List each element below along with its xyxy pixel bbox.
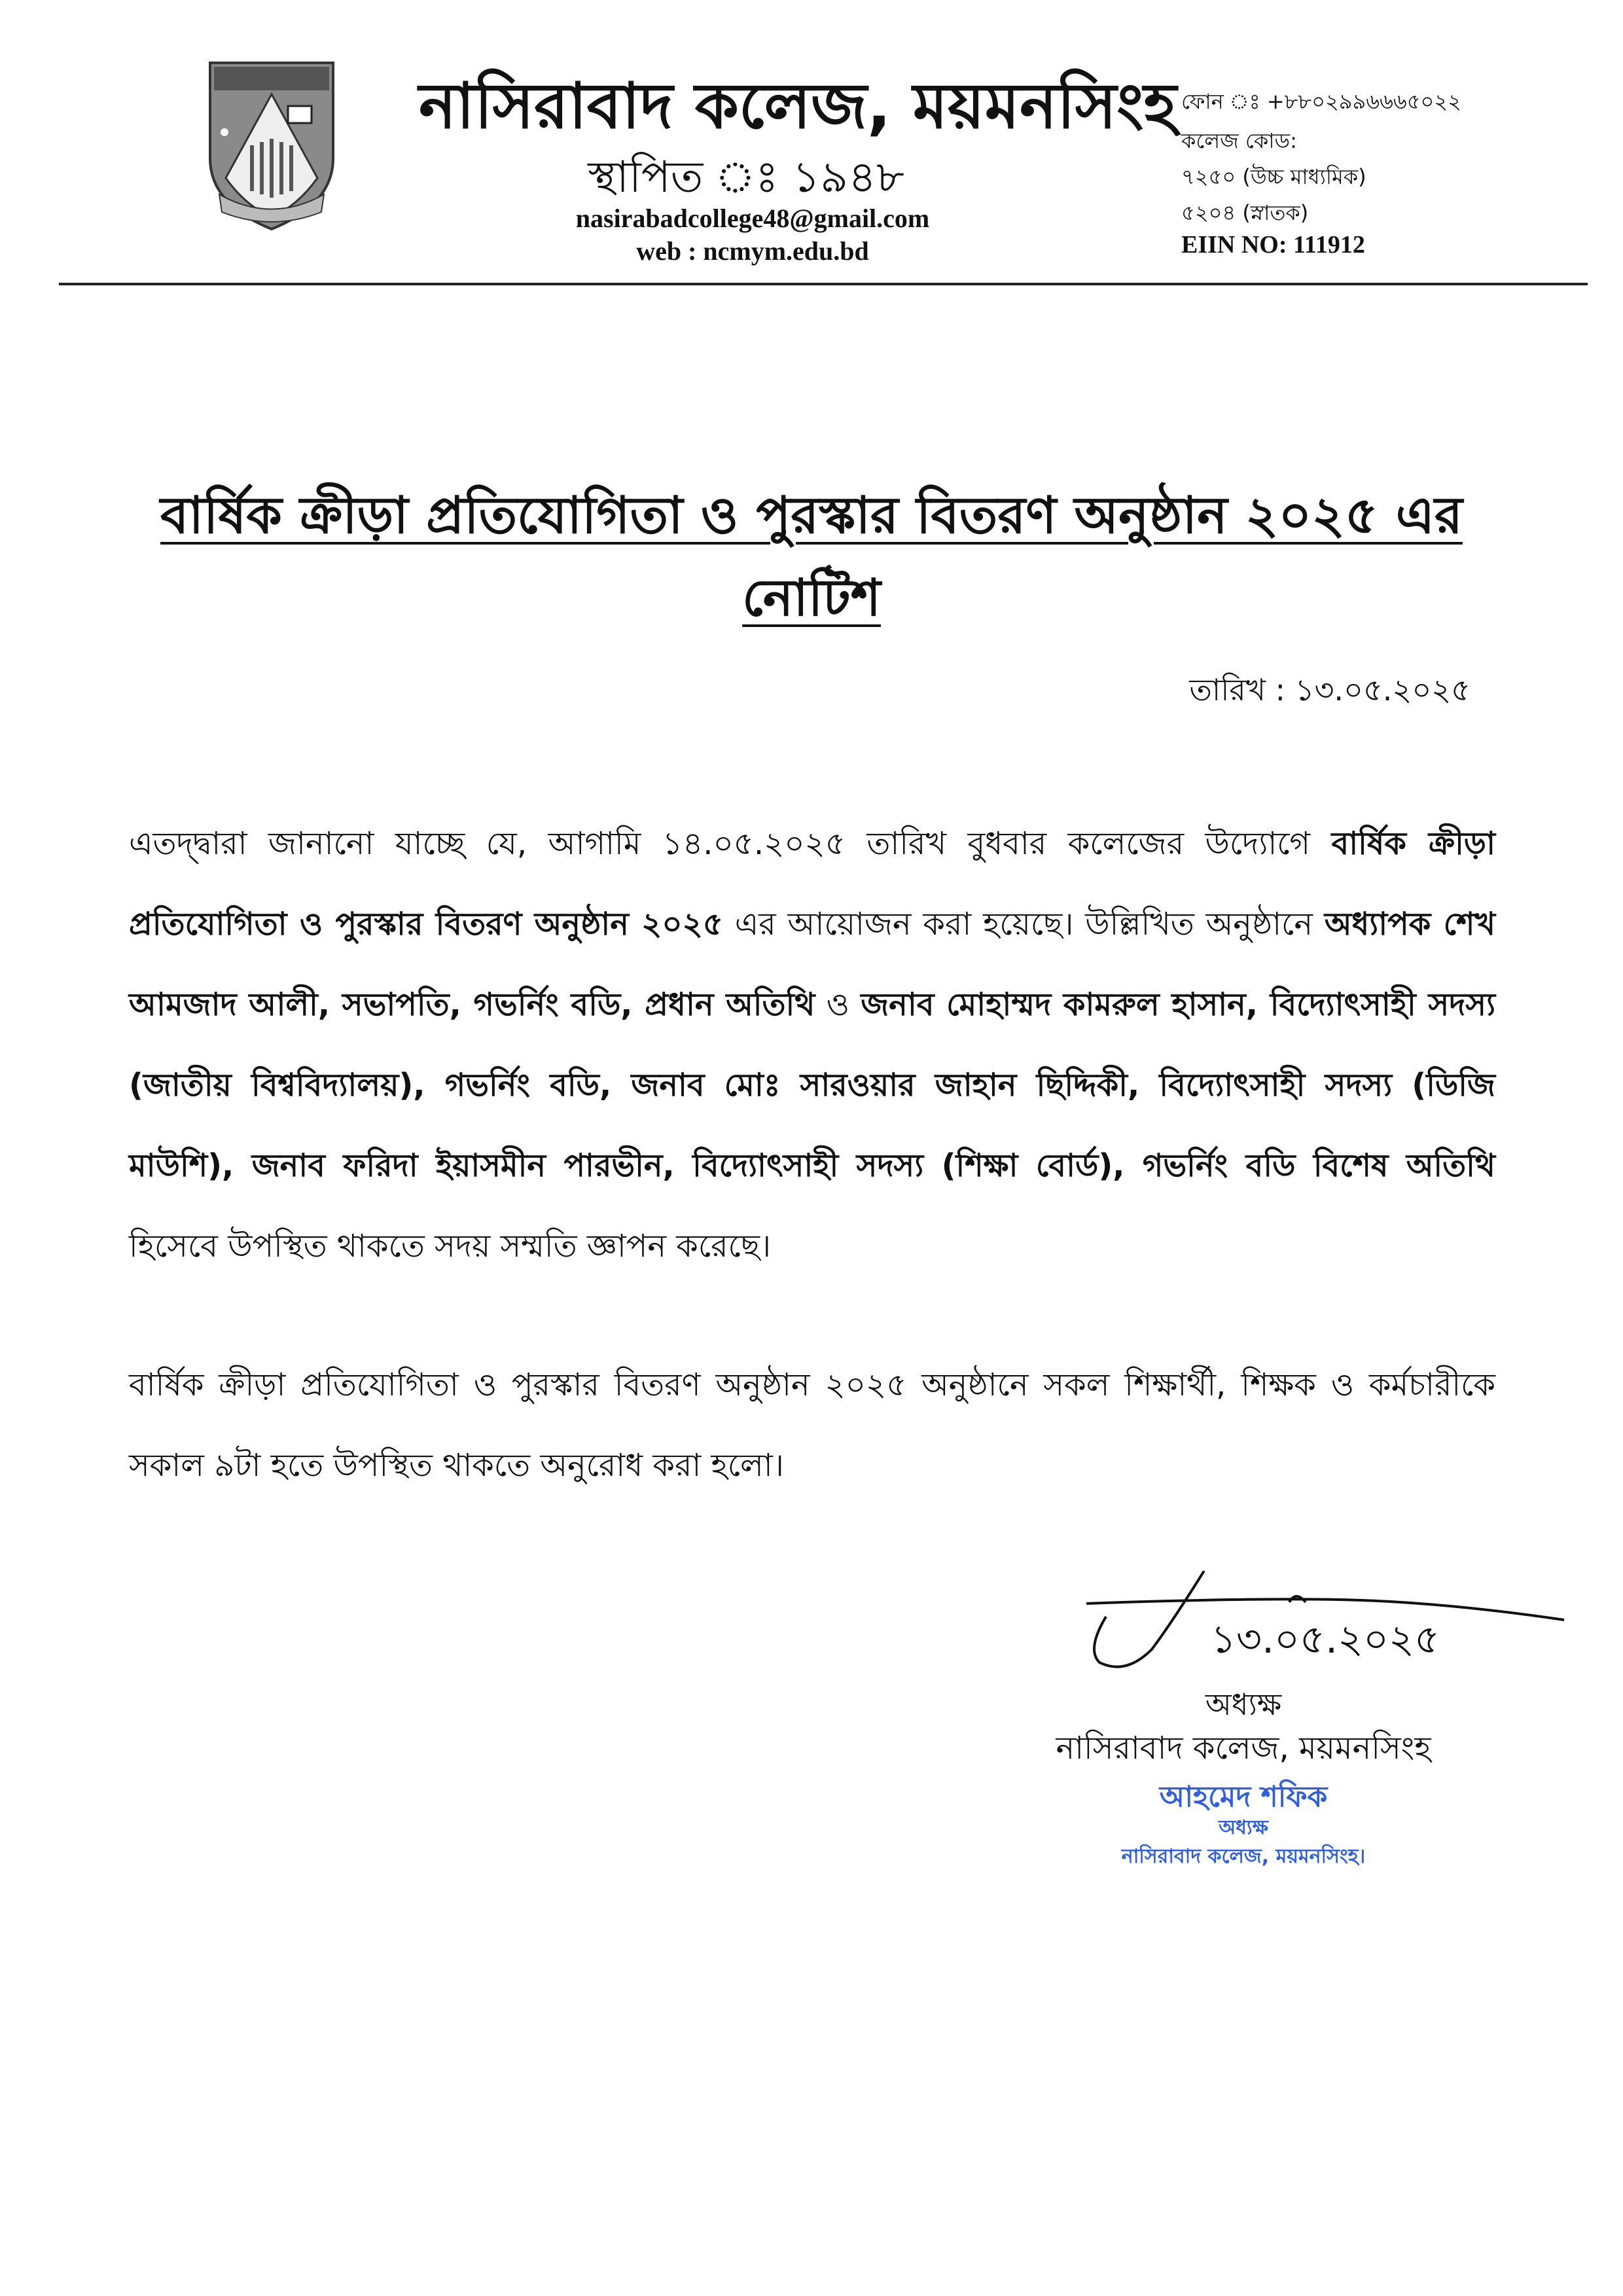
text-segment: ও — [815, 986, 861, 1023]
college-logo — [206, 60, 337, 232]
handwritten-date: ১৩.০৫.২০২৫ — [1211, 1617, 1440, 1662]
notice-body-paragraph-2: বার্ষিক ক্রীড়া প্রতিযোগিতা ও পুরস্কার বিতরণ অনুষ্ঠান ২০২৫ অনুষ্ঠানে সকল শিক্ষার্থী, শিক্ষক ও কর্মচারীকে সকাল ৯টা হতে উপস্থিত থাকতে অনুরোধ করা হলো। — [129, 1367, 1495, 1484]
eiin-number: EIIN NO: 111912 — [1181, 231, 1365, 259]
college-code-degree: ৫২০৪ (স্নাতক) — [1181, 200, 1309, 225]
notice-title — [79, 475, 1544, 639]
established-year: স্থাপিত ঃ ১৯৪৮ — [588, 152, 904, 202]
text-segment: এতদ্দ্বারা জানানো যাচ্ছে যে, আগামি ১৪.০৫.২০২৫ তারিখ বুধবার কলেজের উদ্যোগে — [129, 825, 1332, 862]
stamp-name: আহমেদ শফিক — [1159, 1780, 1328, 1814]
college-name: নাসিরাবাদ কলেজ, ময়মনসিংহ — [419, 69, 1177, 143]
college-code-hsc: ৭২৫০ (উচ্চ মাধ্যমিক) — [1181, 164, 1366, 189]
college-email: nasirabadcollege48@gmail.com — [575, 204, 930, 233]
bold-text-segment: অধ্যাপক শেখ আমজাদ আলী, সভাপতি, গভর্নিং বডি, প্রধান অতিথি — [129, 906, 1495, 1023]
text-segment: হিসেবে উপস্থিত থাকতে সদয় সম্মতি জ্ঞাপন করেছে। — [129, 1228, 772, 1265]
text-segment: এর আয়োজন করা হয়েছে। উল্লিখিত অনুষ্ঠানে — [722, 906, 1325, 942]
notice-title-line2: নোটিশ — [742, 569, 881, 628]
header-divider — [59, 283, 1588, 285]
notice-title-line1: বার্ষিক ক্রীড়া প্রতিযোগিতা ও পুরস্কার বিতরণ অনুষ্ঠান ২০২৫ এর — [160, 486, 1463, 545]
principal-college: নাসিরাবাদ কলেজ, ময়মনসিংহ — [1056, 1730, 1431, 1767]
principal-title: অধ্যক্ষ — [1205, 1687, 1282, 1722]
stamp-title: অধ্যক্ষ — [1219, 1816, 1268, 1839]
college-code-label: কলেজ কোড: — [1181, 128, 1297, 153]
stamp-college: নাসিরাবাদ কলেজ, ময়মনসিংহ। — [1121, 1845, 1366, 1868]
notice-body-paragraph-1 — [129, 804, 1495, 1287]
handwritten-signature — [1073, 1571, 1571, 1682]
bold-text-segment: জনাব মোহাম্মদ কামরুল হাসান, বিদ্যোৎসাহী সদস্য (জাতীয় বিশ্ববিদ্যালয়), গভর্নিং বডি, জনাব মোঃ সারওয়ার জাহান ছিদ্দিকী, বিদ্যোৎসাহী সদস্য (ডিজি মাউশি), জনাব ফরিদা ইয়াসমীন পারভীন, বিদ্যোৎসাহী সদস্য (শিক্ষা বোর্ড), গভর্নিং বডি বিশেষ অতিথি — [129, 986, 1495, 1184]
college-website: web : ncmym.edu.bd — [636, 236, 869, 266]
bold-text-segment: বার্ষিক ক্রীড়া প্রতিযোগিতা ও পুরস্কার বিতরণ অনুষ্ঠান ২০২৫ — [129, 825, 1495, 942]
notice-date: তারিখ : ১৩.০৫.২০২৫ — [1189, 672, 1471, 708]
phone-number: ফোন ঃ +৮৮০২৯৯৬৬৬৫০২২ — [1181, 89, 1461, 114]
